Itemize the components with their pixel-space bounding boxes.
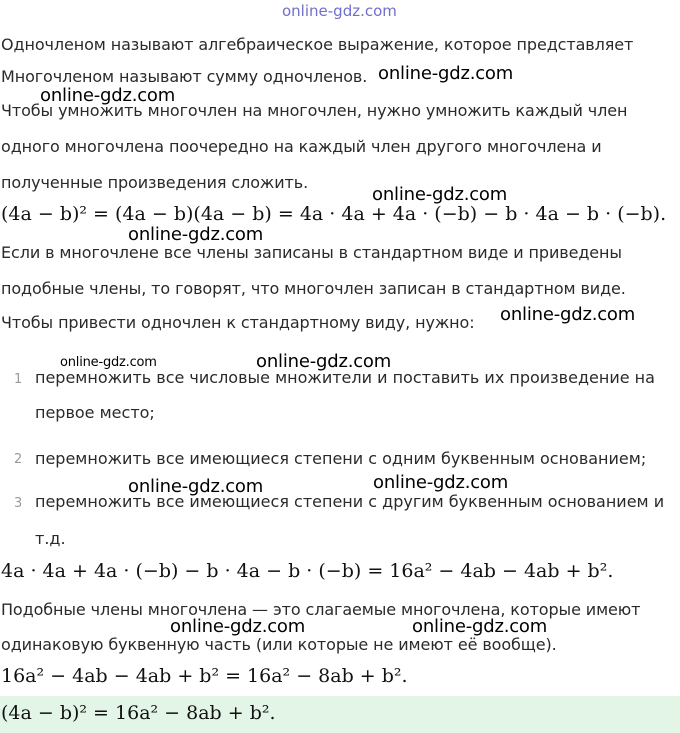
paragraph-like-terms-line1: Подобные члены многочлена — это слагаемые многочлена, которые имеют [1,600,641,619]
paragraph-multiply-rule-line1: Чтобы умножить многочлен на многочлен, нужно умножить каждый член [1,101,628,120]
list-item-2: перемножить все имеющиеся степени с одним буквенным основанием; [35,449,647,468]
watermark: online-gdz.com [128,476,264,497]
watermark: online-gdz.com [412,616,548,637]
paragraph-like-terms-line2: одинаковую буквенную часть (или которые не имеют её вообще). [1,635,557,654]
watermark: online-gdz.com [60,355,157,370]
formula-simplify-products: 4a · 4a + 4a · (−b) − b · 4a − b · (−b) = 16a² − 4ab − 4ab + b². [1,560,614,582]
formula-combine-like-terms: 16a² − 4ab − 4ab + b² = 16a² − 8ab + b². [1,665,408,687]
list-item-3-line1: перемножить все имеющиеся степени с другим буквенным основанием и [35,492,665,511]
paragraph-monomial-definition: Одночленом называют алгебраическое выражение, которое представляет [1,35,634,54]
watermark: online-gdz.com [170,616,306,637]
formula-answer: (4a − b)² = 16a² − 8ab + b². [1,702,276,724]
paragraph-monomial-standard: Чтобы привести одночлен к стандартному виду, нужно: [1,313,475,332]
watermark: online-gdz.com [128,224,264,245]
list-number: 2 [14,452,23,467]
list-number: 3 [14,496,23,511]
paragraph-standard-form-line2: подобные члены, то говорят, что многочлен записан в стандартном виде. [1,279,626,298]
formula-expansion: (4a − b)² = (4a − b)(4a − b) = 4a · 4a + 4a · (−b) − b · 4a − b · (−b). [1,203,667,225]
watermark: online-gdz.com [373,472,509,493]
paragraph-polynomial-definition: Многочленом называют сумму одночленов. [1,67,368,86]
watermark: online-gdz.com [256,351,392,372]
watermark-top: online-gdz.com [282,2,397,20]
list-item-3-line2: т.д. [35,529,66,548]
list-item-1-line1: перемножить все числовые множители и поставить их произведение на [35,368,655,387]
watermark: online-gdz.com [378,63,514,84]
watermark: online-gdz.com [40,85,176,106]
paragraph-standard-form-line1: Если в многочлене все члены записаны в стандартном виде и приведены [1,243,622,262]
watermark: online-gdz.com [500,304,636,325]
list-number: 1 [14,372,23,387]
paragraph-multiply-rule-line2: одного многочлена поочередно на каждый член другого многочлена и [1,137,602,156]
paragraph-multiply-rule-line3: полученные произведения сложить. [1,173,309,192]
watermark: online-gdz.com [372,184,508,205]
list-item-1-line2: первое место; [35,403,155,422]
